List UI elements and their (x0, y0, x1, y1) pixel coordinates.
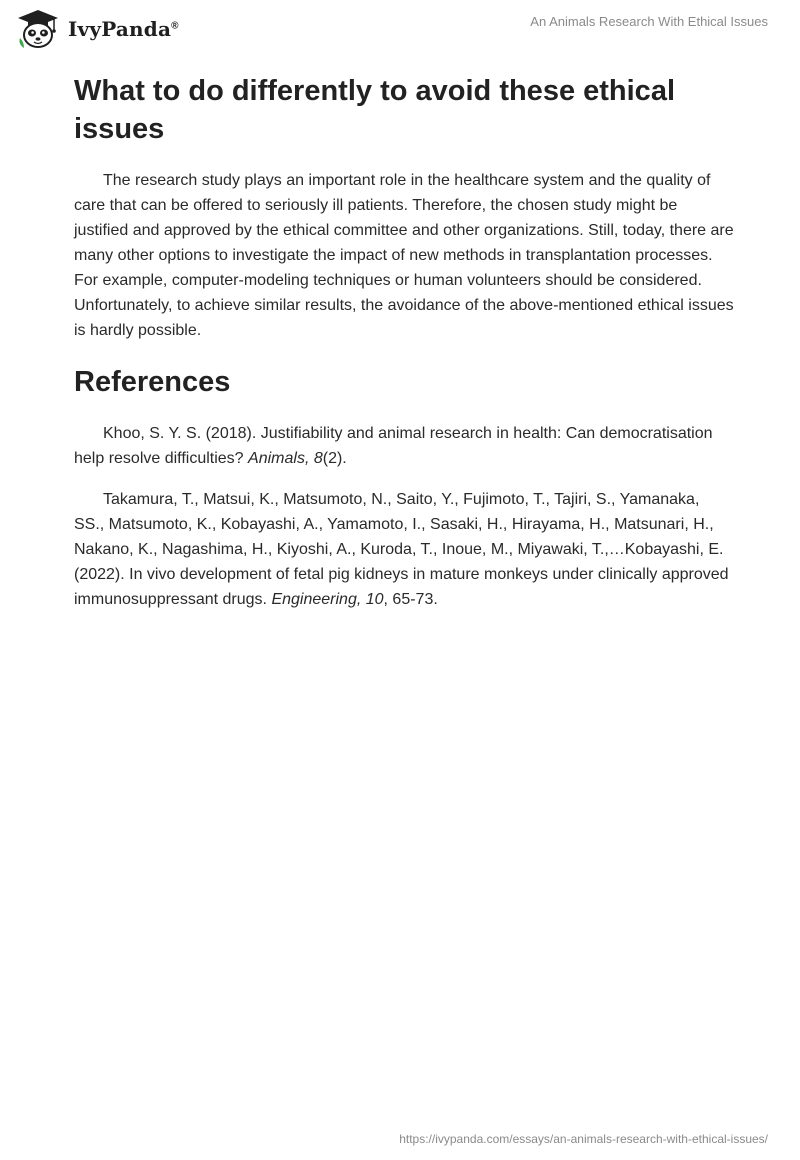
source-url-link[interactable]: https://ivypanda.com/essays/an-animals-research-with-ethical-issues/ (399, 1132, 768, 1146)
reference-item (74, 421, 734, 471)
section-heading: What to do differently to avoid these ethical issues (74, 75, 675, 145)
section-paragraph: The research study plays an important role in the healthcare system and the quality of care that can be offered to seriously ill patients. Therefore, the chosen study might be justified and approved by the ethical committee and other organizations. Still, today, there are many other options to investigate the impact of new methods in transplantation processes. For example, computer-modeling techniques or human volunteers should be considered. Unfortunately, to achieve similar results, the avoidance of the above-mentioned ethical issues is hardly possible. (74, 172, 734, 339)
references-heading: References (74, 366, 231, 398)
reference-item (74, 487, 734, 612)
registered-mark: ® (171, 20, 179, 32)
document-title: An Animals Research With Ethical Issues (530, 14, 768, 29)
reference-tail: , 65-73. (383, 591, 438, 608)
reference-text: Takamura, T., Matsui, K., Matsumoto, N., Saito, Y., Fujimoto, T., Tajiri, S., Yamanaka, SS., Matsumoto, K., Kobayashi, A., Yamamoto, I., Sasaki, H., Hirayama, H., Matsunari, H., Nakano, K., Nagashima, H., Kiyoshi, A., Kuroda, T., Inoue, M., Miyawaki, T.,…Kobayashi, E. (2022). In vivo development of fetal pig kidneys in mature monkeys under clinically approved immunosuppressant drugs. (74, 491, 729, 608)
reference-journal: Animals, 8 (248, 450, 323, 467)
page-header (0, 0, 800, 60)
ivypanda-logo[interactable] (14, 8, 179, 50)
logo-wordmark: IvyPanda® (68, 17, 179, 41)
reference-tail: (2). (322, 450, 347, 467)
reference-text: Khoo, S. Y. S. (2018). Justifiability and animal research in health: Can democratisation help resolve difficulties? (74, 425, 713, 467)
reference-journal: Engineering, 10 (271, 591, 384, 608)
panda-logo-icon (14, 8, 62, 50)
essay-content (74, 72, 734, 612)
